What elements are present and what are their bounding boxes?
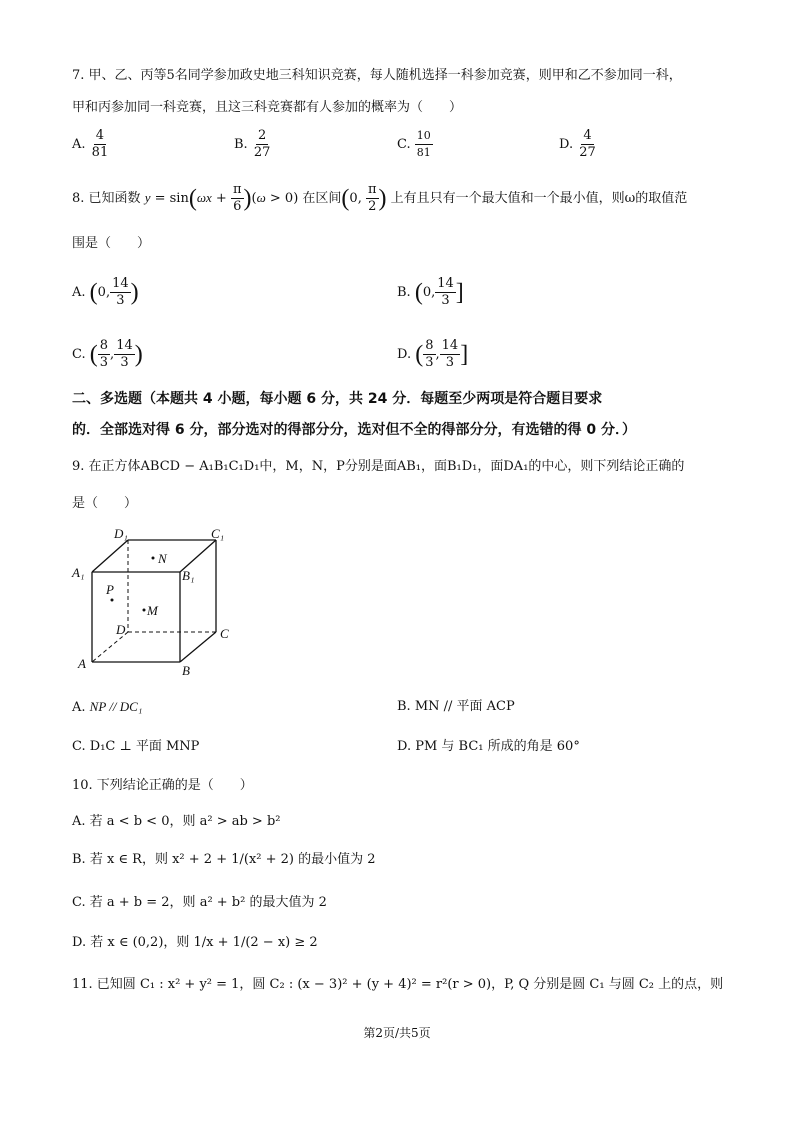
- q8-line2: 围是（ ）: [72, 236, 151, 251]
- label-c: C: [220, 626, 229, 641]
- q8-option-a: A. (0, $\frac{14}{3}$ ): [72, 276, 139, 308]
- fraction: $\frac{4}{27}$: [579, 128, 596, 160]
- label-a1: A₁: [72, 565, 85, 580]
- q11-line1: 11. 已知圆 C₁ : x² + y² = 1，圆 C₂ : (x − 3)² + (y + 4)² = r²(r > 0)，P, Q 分别是圆 C₁ 与圆 C₂ 上的点，则: [72, 977, 724, 992]
- q10-option-d: D. 若 x ∈ (0,2)，则 1/x + 1/(2 − x) ≥ 2: [72, 935, 318, 950]
- fraction: $\frac{2}{27}$: [253, 128, 271, 160]
- label-d1: D₁: [114, 526, 128, 541]
- q10-title: 10. 下列结论正确的是（ ）: [72, 778, 253, 793]
- q7-line1: 7. 甲、乙、丙等5名同学参加政史地三科知识竞赛，每人随机选择一科参加竞赛，则甲和乙不参加同一科，: [72, 68, 682, 83]
- page-footer: 第2页/共5页: [363, 1026, 431, 1040]
- label-a: A: [78, 656, 86, 671]
- q10-option-c: C. 若 a + b = 2，则 a² + b² 的最大值为 2: [72, 895, 327, 910]
- q8-option-c: C. ( $\frac{8}{3}$ , $\frac{14}{3}$ ): [72, 338, 143, 370]
- label-c1: C₁: [211, 526, 225, 541]
- fraction: $\frac{\pi}{6}$: [232, 182, 242, 214]
- fraction: $\frac{10}{81}$: [416, 129, 431, 159]
- q9-line2: 是（ ）: [72, 496, 138, 511]
- q9-option-a: A. NP // DC₁: [72, 699, 143, 715]
- label-b: B: [182, 663, 190, 678]
- q10-option-a: A. 若 a < b < 0，则 a² > ab > b²: [72, 814, 281, 829]
- q7-option-d: D. $\frac{4}{27}$: [559, 128, 596, 160]
- q9-option-d: D. PM 与 BC₁ 所成的角是 60°: [397, 739, 580, 754]
- label-d: D: [116, 622, 126, 637]
- section2-line2: 的．全部选对得 6 分，部分选对的得部分分，选对但不全的得部分分，有选错的得 0 分．）: [72, 422, 636, 438]
- q10-option-b: B. 若 x ∈ R，则 x² + 2 + 1/(x² + 2) 的最小值为 2: [72, 852, 376, 867]
- label-m: M: [147, 603, 158, 618]
- q8-line1: 8. 已知函数 y = sin(ωx + $\frac{\pi}{6}$ )(ω > 0) 在区间(0, $\frac{\pi}{2}$ ) 上有且只有一个最大值和一个最小值，则ω的取值范: [72, 182, 688, 214]
- q8-option-d: D. ( $\frac{8}{3}$ , $\frac{14}{3}$ ]: [397, 338, 469, 370]
- fraction: $\frac{4}{81}$: [91, 128, 109, 160]
- q9-line1: 9. 在正方体ABCD − A₁B₁C₁D₁中，M，N，P分别是面AB₁，面B₁D₁，面DA₁的中心，则下列结论正确的: [72, 459, 685, 474]
- section2-line1: 二、多选题（本题共 4 小题，每小题 6 分，共 24 分．每题至少两项是符合题目要求: [72, 391, 603, 407]
- q9-option-c: C. D₁C ⊥ 平面 MNP: [72, 739, 200, 754]
- cube-figure: [68, 522, 248, 682]
- q7-option-a: A. $\frac{4}{81}$: [72, 128, 109, 160]
- q7-option-b: B. $\frac{2}{27}$: [234, 128, 271, 160]
- fraction: $\frac{\pi}{2}$: [367, 182, 377, 214]
- label-p: P: [106, 582, 114, 597]
- q9-option-b: B. MN // 平面 ACP: [397, 699, 515, 714]
- q7-line2: 甲和丙参加同一科竞赛，且这三科竞赛都有人参加的概率为（ ）: [72, 100, 463, 115]
- label-b1: B₁: [182, 568, 195, 583]
- q8-option-b: B. (0, $\frac{14}{3}$ ]: [397, 276, 464, 308]
- q7-option-c: C. $\frac{10}{81}$: [397, 129, 431, 159]
- label-n: N: [158, 551, 167, 566]
